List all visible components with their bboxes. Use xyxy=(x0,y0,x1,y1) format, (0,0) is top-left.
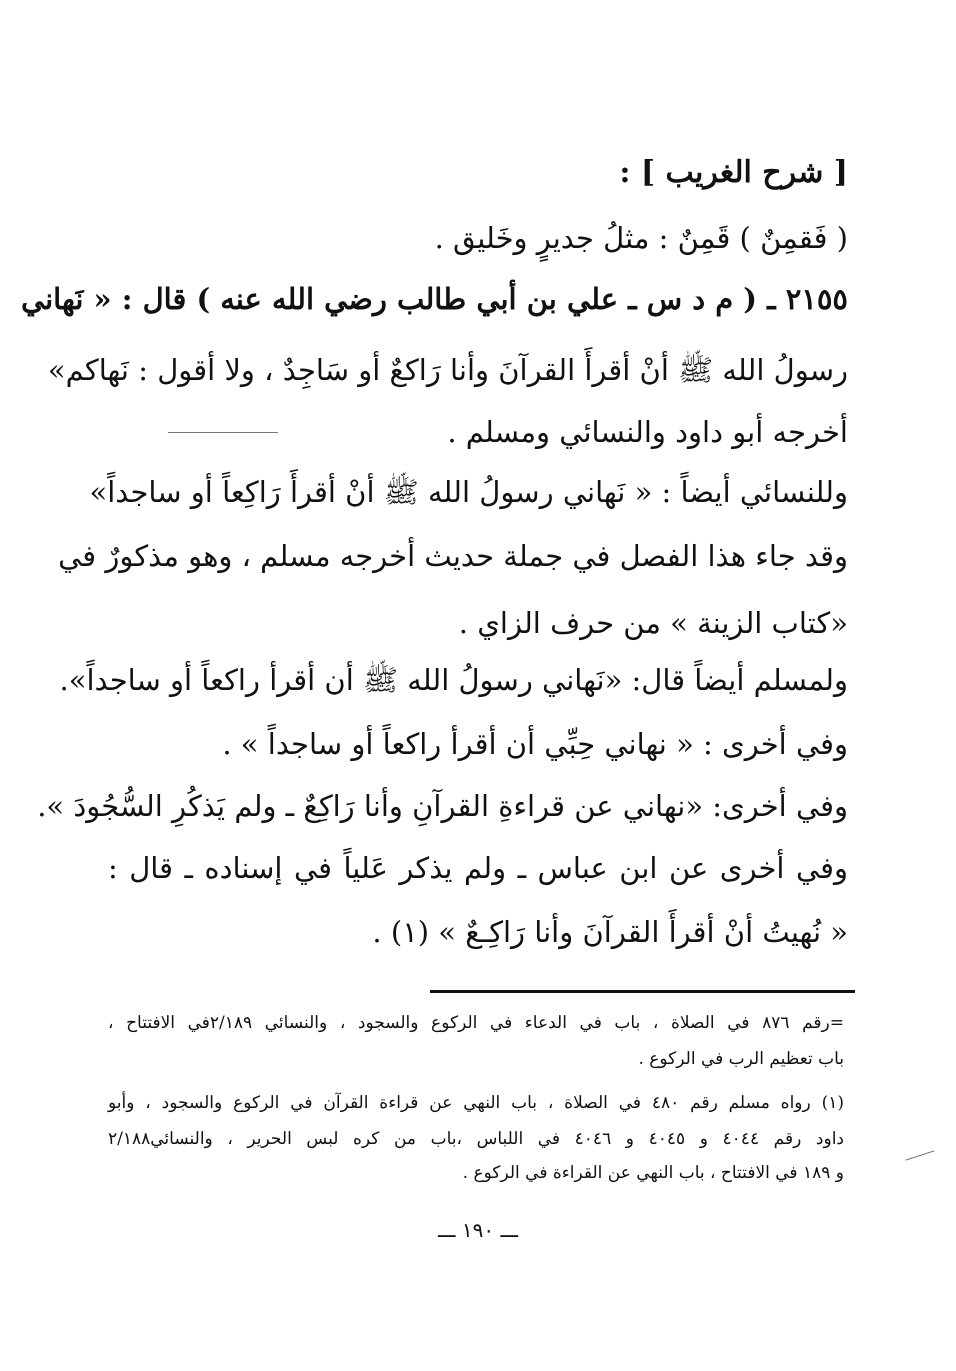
scan-mark xyxy=(906,1150,935,1160)
text-line-3: رسولُ الله ﷺ أنْ أقرأَ القرآنَ وأنا رَاكعٌ أو سَاجِدٌ ، ولا أقول : نَهاكم» xyxy=(47,353,848,387)
text-line-1: ( فَقمِنٌ ) قَمِنٌ : مثلُ جديرٍ وخَليق . xyxy=(434,221,848,255)
text-line-8: ولمسلم أيضاً قال: «نَهاني رسولُ الله ﷺ أن أقرأ راكعاً أو ساجداً». xyxy=(59,663,848,697)
footnote-line-4: داود رقم ٤٠٤٤ و ٤٠٤٥ و ٤٠٤٦ في اللباس ،باب من كره لبس الحرير ، والنسائي٢/١٨٨ xyxy=(108,1129,844,1149)
text-line-4: أخرجه أبو داود والنسائي ومسلم . xyxy=(447,415,848,449)
footnote-separator xyxy=(430,990,855,993)
scan-mark xyxy=(168,432,278,433)
text-line-10: وفي أخرى: «نهاني عن قراءةِ القرآنِ وأنا رَاكِعٌ ـ ولم يَذكُرِ السُّجُودَ ». xyxy=(37,789,848,823)
text-line-12: « نُهيتُ أنْ أقرأَ القرآنَ وأنا رَاكِـعٌ » (١) . xyxy=(372,915,848,949)
page-number: ـــ ١٩٠ ـــ xyxy=(437,1218,519,1242)
text-line-6: وقد جاء هذا الفصل في جملة حديث أخرجه مسلم ، وهو مذكورٌ في xyxy=(58,539,848,573)
text-line-2: ٢١٥٥ ـ ( م د س ـ علي بن أبي طالب رضي الله عنه ) قال : « نَهاني xyxy=(20,282,848,316)
text-line-11: وفي أخرى عن ابن عباس ـ ولم يذكر عَلياً في إسناده ـ قال : xyxy=(108,851,848,885)
footnote-line-1: =رقم ٨٧٦ في الصلاة ، باب في الدعاء في الركوع والسجود ، والنسائي ٢/١٨٩في الافتتاح ، xyxy=(108,1013,844,1033)
text-line-9: وفي أخرى : « نهاني حِبِّي أن أقرأ راكعاً أو ساجداً » . xyxy=(222,727,848,761)
section-heading: [ شرح الغريب ] : xyxy=(619,155,848,190)
footnote-line-3: (١) رواه مسلم رقم ٤٨٠ في الصلاة ، باب النهي عن قراءة القرآن في الركوع والسجود ، وأبو xyxy=(108,1093,844,1113)
footnote-line-5: و ١٨٩ في الافتتاح ، باب النهي عن القراءة في الركوع . xyxy=(462,1163,844,1183)
text-line-7: «كتاب الزينة » من حرف الزاي . xyxy=(458,606,848,640)
text-line-5: وللنسائي أيضاً : « نَهاني رسولُ الله ﷺ أنْ أقرأَ رَاكِعاً أو ساجداً» xyxy=(89,475,848,509)
footnote-line-2: باب تعظيم الرب في الركوع . xyxy=(638,1049,844,1069)
